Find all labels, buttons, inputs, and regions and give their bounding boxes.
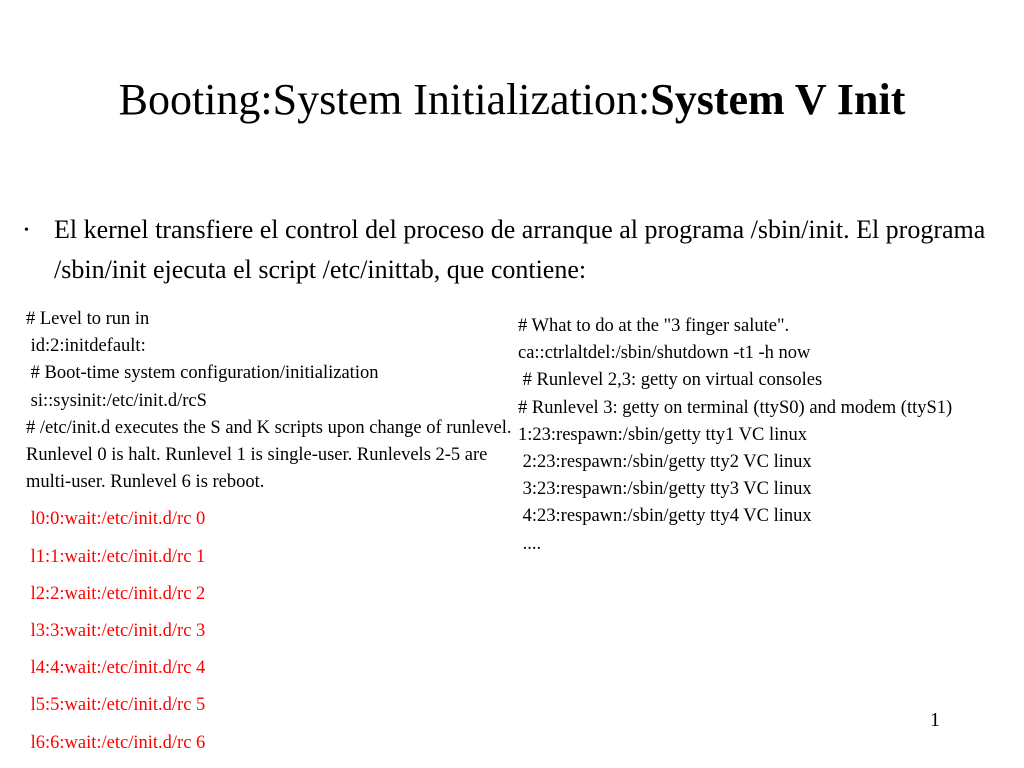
bullet-text: El kernel transfiere el control del proceso de arranque al programa /sbin/init. El programa /sbin/init ejecuta el script /etc/inittab, que contiene: bbox=[54, 215, 986, 284]
code-line: id:2:initdefault: bbox=[26, 336, 146, 357]
code-line: # Boot-time system configuration/initialization bbox=[26, 363, 379, 384]
code-line: # Level to run in bbox=[26, 309, 150, 329]
runlevel-line: l6:6:wait:/etc/init.d/rc 6 bbox=[26, 732, 206, 753]
runlevel-line: l5:5:wait:/etc/init.d/rc 5 bbox=[26, 695, 206, 716]
code-line: 2:23:respawn:/sbin/getty tty2 VC linux bbox=[518, 452, 812, 473]
code-line: # Runlevel 3: getty on terminal (ttyS0) and modem (ttyS1) bbox=[518, 397, 953, 418]
code-line: ca::ctrlaltdel:/sbin/shutdown -t1 -h now bbox=[518, 343, 811, 364]
slide-number: 1 bbox=[930, 709, 940, 731]
code-line: # What to do at the "3 finger salute". bbox=[518, 316, 790, 336]
title-normal-part: Booting:System Initialization: bbox=[118, 75, 651, 124]
bullet-item bbox=[24, 210, 1004, 290]
code-line: 1:23:respawn:/sbin/getty tty1 VC linux bbox=[518, 424, 807, 445]
code-line: # Runlevel 2,3: getty on virtual consoles bbox=[518, 370, 823, 391]
code-line: 4:23:respawn:/sbin/getty tty4 VC linux bbox=[518, 506, 812, 527]
title-bold-part: System V Init bbox=[650, 75, 906, 124]
code-line: .... bbox=[518, 533, 542, 554]
runlevel-line: l2:2:wait:/etc/init.d/rc 2 bbox=[26, 583, 206, 604]
code-comment-paragraph: # /etc/init.d executes the S and K scripts upon change of runlevel. Runlevel 0 is halt. Runlevel 1 is single-user. Runlevels 2-5 are multi-user. Runlevel 6 is reboot. bbox=[26, 417, 512, 493]
inittab-left-block bbox=[26, 306, 512, 757]
runlevel-line: l3:3:wait:/etc/init.d/rc 3 bbox=[26, 621, 206, 642]
code-line: si::sysinit:/etc/init.d/rcS bbox=[26, 390, 207, 411]
slide-title bbox=[60, 72, 964, 128]
bullet-dot-icon: • bbox=[24, 223, 29, 238]
runlevel-line: l0:0:wait:/etc/init.d/rc 0 bbox=[26, 509, 206, 530]
code-line: 3:23:respawn:/sbin/getty tty3 VC linux bbox=[518, 479, 812, 500]
runlevel-line: l4:4:wait:/etc/init.d/rc 4 bbox=[26, 658, 206, 679]
inittab-right-block bbox=[518, 313, 1018, 558]
runlevel-line: l1:1:wait:/etc/init.d/rc 1 bbox=[26, 546, 206, 567]
